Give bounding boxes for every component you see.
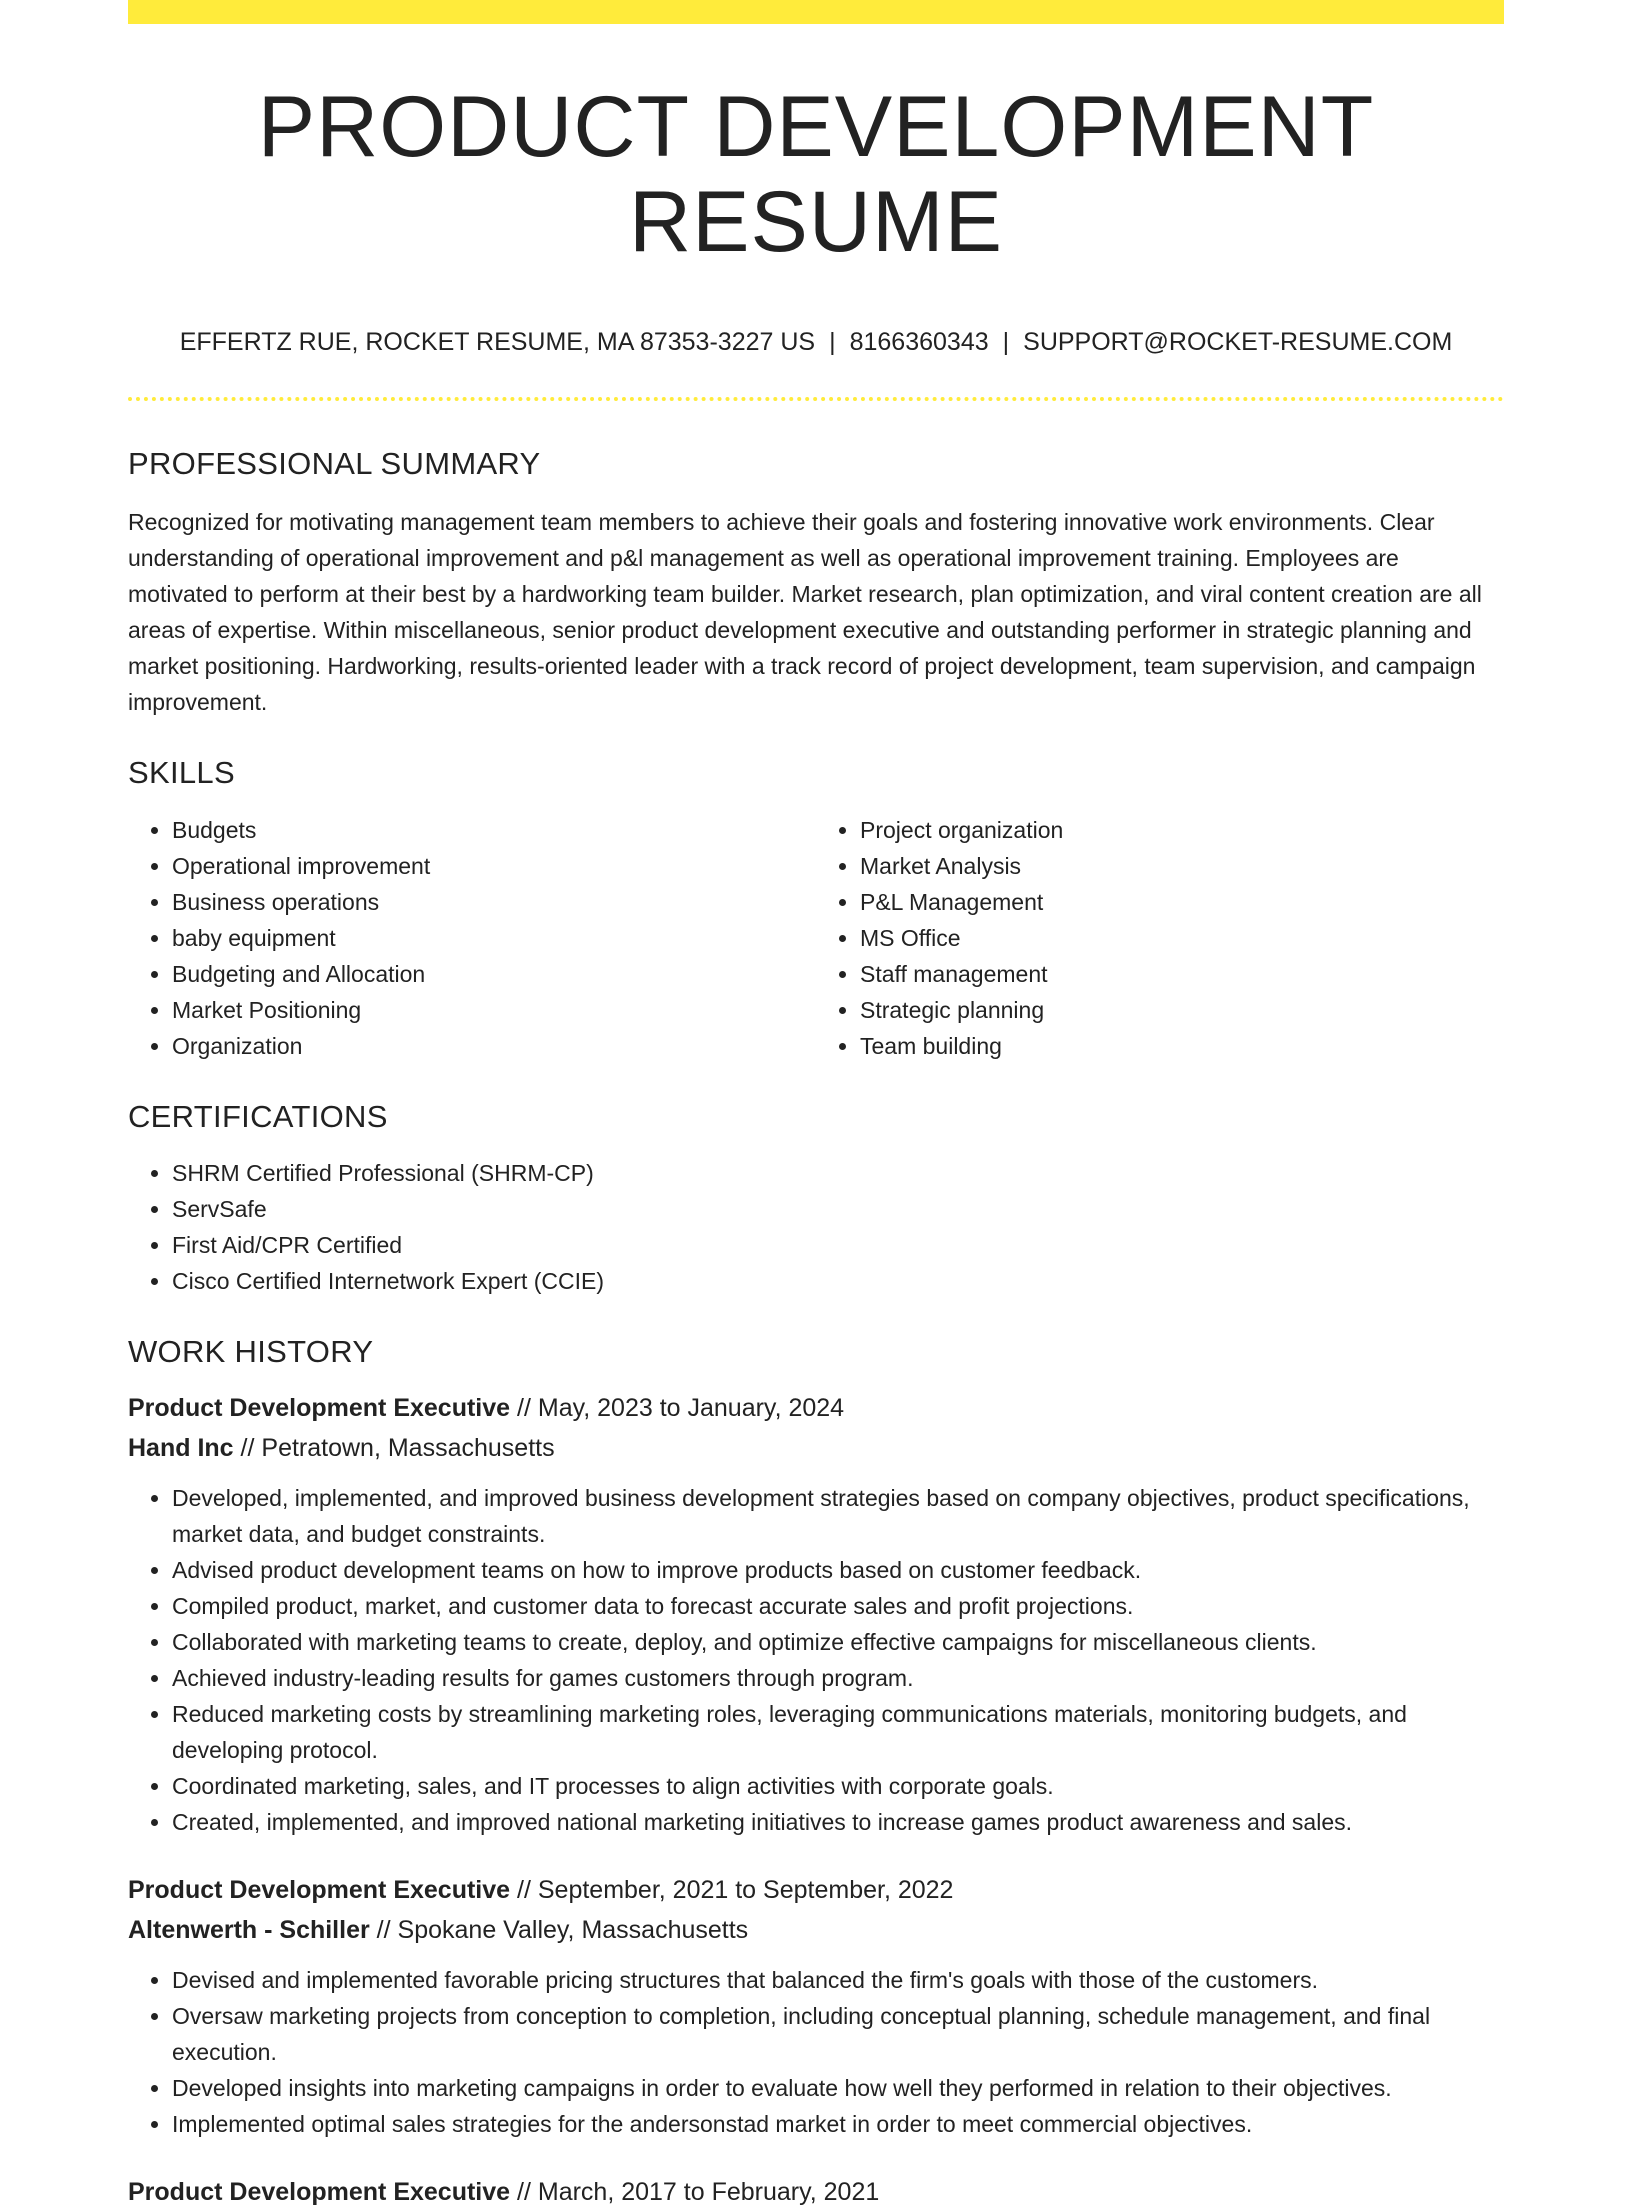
skill-item: • MS Office: [860, 920, 1504, 956]
job-bullet: • Advised product development teams on how to improve products based on customer feedback.: [172, 1552, 1504, 1588]
skill-item: • Strategic planning: [860, 992, 1504, 1028]
certification-item: • Cisco Certified Internetwork Expert (CCIE): [172, 1263, 1504, 1299]
contact-separator: |: [829, 328, 836, 357]
certifications-section: [128, 1098, 1504, 1299]
job-bullet: • Achieved industry-leading results for games customers through program.: [172, 1660, 1504, 1696]
summary-section: [128, 445, 1504, 720]
job-entry: [128, 1388, 1504, 1840]
job-bullet: • Implemented optimal sales strategies for the andersonstad market in order to meet commercial objectives.: [172, 2106, 1504, 2142]
job-separator: //: [517, 1875, 531, 1904]
contact-email: SUPPORT@ROCKET-RESUME.COM: [1023, 328, 1453, 357]
skill-item: • Budgeting and Allocation: [172, 956, 816, 992]
contact-address: EFFERTZ RUE, ROCKET RESUME, MA 87353-3227 US: [179, 328, 816, 357]
job-bullet: • Developed, implemented, and improved business development strategies based on company objectives, product specifications, market data, and budget constraints.: [172, 1480, 1504, 1552]
job-bullet: • Oversaw marketing projects from conception to completion, including conceptual planning, schedule management, and final execution.: [172, 1998, 1504, 2070]
job-entry: [128, 1870, 1504, 2142]
contact-phone: 8166360343: [849, 328, 989, 357]
job-location: Spokane Valley, Massachusetts: [397, 1915, 749, 1944]
skills-columns: [128, 812, 1504, 1064]
job-dates: March, 2017 to February, 2021: [537, 2177, 880, 2206]
certification-item: • ServSafe: [172, 1191, 1504, 1227]
job-company-line: [128, 1428, 1504, 1468]
job-separator: //: [517, 1393, 531, 1422]
skill-item: • Market Positioning: [172, 992, 816, 1028]
job-bullet: • Developed insights into marketing campaigns in order to evaluate how well they performed in relation to their objectives.: [172, 2070, 1504, 2106]
job-bullet: • Collaborated with marketing teams to create, deploy, and optimize effective campaigns for miscellaneous clients.: [172, 1624, 1504, 1660]
certification-item: • SHRM Certified Professional (SHRM-CP): [172, 1155, 1504, 1191]
contact-line: [128, 327, 1504, 357]
skill-item: • baby equipment: [172, 920, 816, 956]
resume-title: PRODUCT DEVELOPMENT RESUME: [257, 79, 1375, 270]
job-bullet: • Devised and implemented favorable pricing structures that balanced the firm's goals with those of the customers.: [172, 1962, 1504, 1998]
job-separator: //: [517, 2177, 531, 2206]
job-title: Product Development Executive: [128, 2177, 511, 2206]
skill-item: • Team building: [860, 1028, 1504, 1064]
skill-item: • P&L Management: [860, 884, 1504, 920]
job-dates: September, 2021 to September, 2022: [537, 1875, 954, 1904]
work-history-section: [128, 1333, 1504, 2212]
job-company: Hand Inc: [128, 1433, 234, 1462]
skill-item: • Market Analysis: [860, 848, 1504, 884]
certifications-list: [128, 1155, 1504, 1299]
job-bullet: • Coordinated marketing, sales, and IT processes to align activities with corporate goals.: [172, 1768, 1504, 1804]
job-company-line: [128, 1910, 1504, 1950]
skills-heading: SKILLS: [128, 755, 235, 791]
skill-item: • Operational improvement: [172, 848, 816, 884]
job-company: Altenwerth - Schiller: [128, 1915, 370, 1944]
summary-text: Recognized for motivating management team members to achieve their goals and fostering innovative work environments. Clear understanding of operational improvement and p&l management as well as operational improvement training. Employees are motivated to perform at their best by a hardworking team builder. Market research, plan optimization, and viral content creation are all areas of expertise. Within miscellaneous, senior product development executive and outstanding performer in strategic planning and market positioning. Hardworking, results-oriented leader with a track record of project development, team supervision, and campaign improvement.: [128, 509, 1482, 716]
job-separator: //: [240, 1433, 255, 1462]
job-bullet: • Compiled product, market, and customer data to forecast accurate sales and profit projections.: [172, 1588, 1504, 1624]
job-entry: [128, 2172, 1504, 2212]
skills-list-left: [128, 812, 816, 1064]
job-bullet: • Reduced marketing costs by streamlining marketing roles, leveraging communications materials, monitoring budgets, and developing protocol.: [172, 1696, 1504, 1768]
certifications-heading: CERTIFICATIONS: [128, 1098, 388, 1134]
job-title-line: [128, 2172, 1504, 2212]
job-bullet: • Created, implemented, and improved national marketing initiatives to increase games product awareness and sales.: [172, 1804, 1504, 1840]
job-title-line: [128, 1870, 1504, 1910]
certification-item: • First Aid/CPR Certified: [172, 1227, 1504, 1263]
job-dates: May, 2023 to January, 2024: [537, 1393, 845, 1422]
skill-item: • Project organization: [860, 812, 1504, 848]
dotted-divider: [128, 397, 1504, 401]
skill-item: • Business operations: [172, 884, 816, 920]
work-history-heading: WORK HISTORY: [128, 1333, 374, 1369]
job-title-line: [128, 1388, 1504, 1428]
skill-item: • Budgets: [172, 812, 816, 848]
skills-list-right: [816, 812, 1504, 1064]
resume-content: [128, 24, 1504, 2212]
top-accent-bar: [128, 0, 1504, 24]
skill-item: • Organization: [172, 1028, 816, 1064]
summary-heading: PROFESSIONAL SUMMARY: [128, 446, 541, 482]
job-separator: //: [376, 1915, 391, 1944]
skills-section: [128, 754, 1504, 1063]
job-title: Product Development Executive: [128, 1393, 511, 1422]
contact-separator: |: [1002, 328, 1010, 357]
job-title: Product Development Executive: [128, 1875, 511, 1904]
job-bullets: [128, 1480, 1504, 1840]
job-location: Petratown, Massachusetts: [261, 1433, 555, 1462]
skill-item: • Staff management: [860, 956, 1504, 992]
job-bullets: [128, 1962, 1504, 2142]
